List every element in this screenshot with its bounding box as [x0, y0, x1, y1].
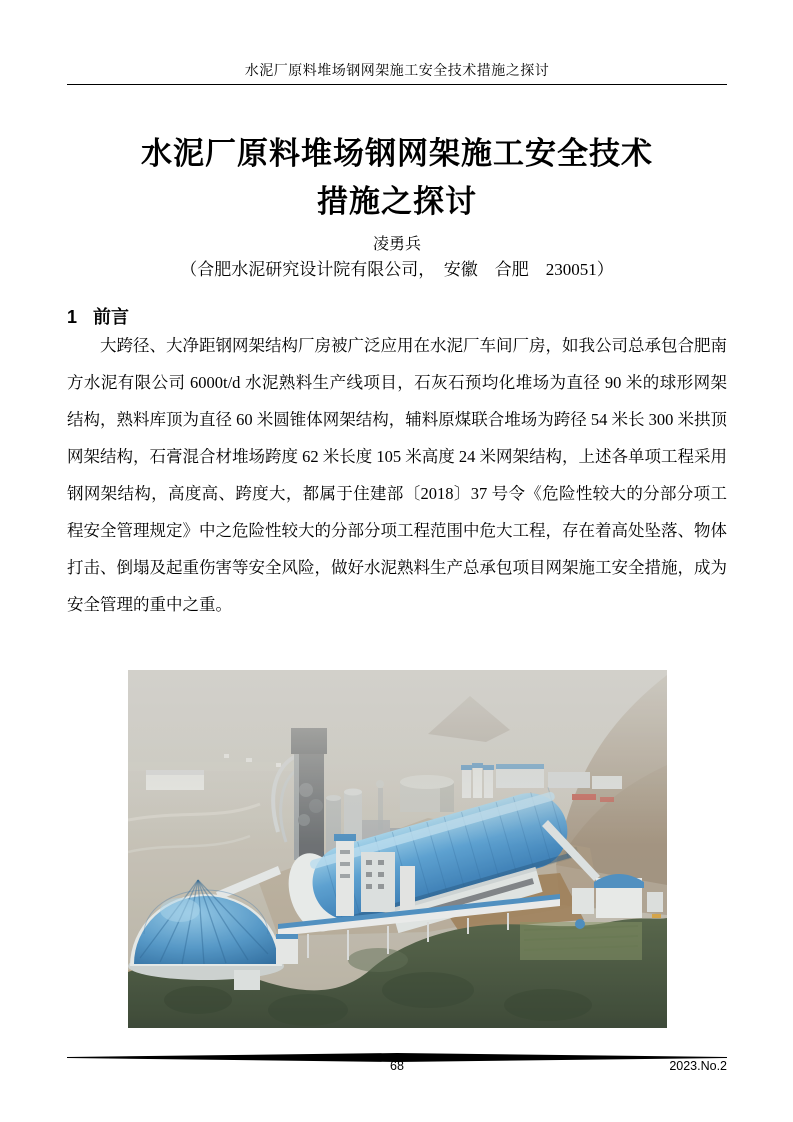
cement-plant-illustration: [128, 670, 667, 1028]
issue-label: 2023.No.2: [669, 1059, 727, 1073]
page-title: [67, 130, 727, 226]
section-heading: [67, 303, 727, 329]
running-header: 水泥厂原料堆场钢网架施工安全技术措施之探讨: [244, 64, 550, 79]
page-number: 68: [390, 1059, 404, 1073]
author-name: 凌勇兵: [372, 236, 421, 253]
author-affiliation: （合肥水泥研究设计院有限公司， 安徽 合肥 230051）: [180, 260, 614, 279]
header-rule: [67, 84, 727, 85]
section-number: 1: [67, 307, 78, 327]
footer-rule: [67, 1049, 727, 1058]
page-title-line1: 水泥厂原料堆场钢网架施工安全技术: [141, 136, 653, 171]
plant-aerial-photo: [128, 670, 667, 1028]
section-title: 前言: [93, 307, 130, 327]
body-paragraph: 大跨径、大净距钢网架结构厂房被广泛应用在水泥厂车间厂房，如我公司总承包合肥南方水泥有限公司 6000t/d 水泥熟料生产线项目，石灰石预均化堆场为直径 90 米的球形网架结构，熟料库顶为直径 60 米圆锥体网架结构，辅料原煤联合堆场为跨径 54 米长 300 米拱顶网架结构，石膏混合材堆场跨度 62 米长度 105 米高度 24 米网架结构，上述各单项工程采用钢网架结构，高度高、跨度大，都属于住建部〔2018〕37 号令《危险性较大的分部分项工程安全管理规定》中之危险性较大的分部分项工程范围中危大工程，存在着高处坠落、物体打击、倒塌及起重伤害等安全风险，做好水泥熟料生产总承包项目网架施工安全措施，成为安全管理的重中之重。: [67, 336, 727, 614]
page-title-line2: 措施之探讨: [317, 184, 477, 219]
